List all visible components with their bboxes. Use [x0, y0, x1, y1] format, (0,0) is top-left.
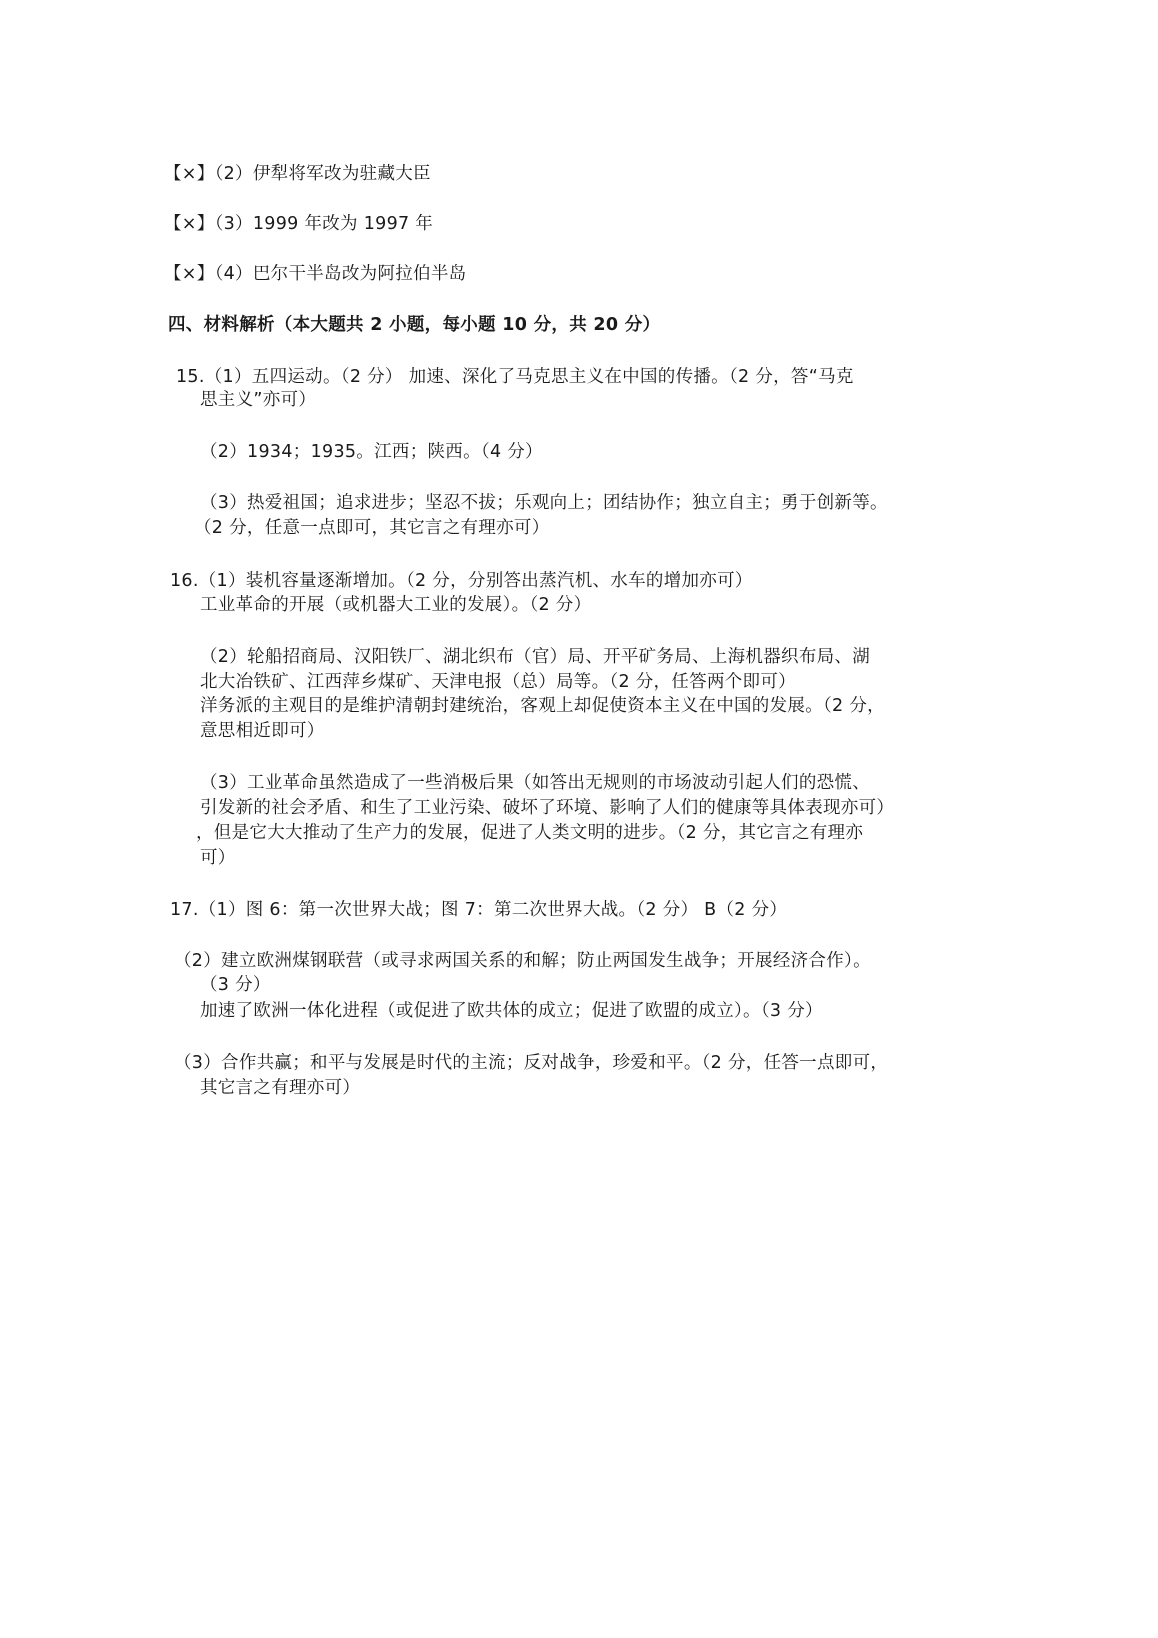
q16-line: 意思相近即可） — [200, 721, 325, 741]
q16-line: ，但是它大大推动了生产力的发展，促进了人类文明的进步。（2 分，其它言之有理亦 — [196, 823, 864, 843]
q17-line: （3）合作共赢；和平与发展是时代的主流；反对战争，珍爱和平。（2 分，任答一点即可， — [174, 1053, 889, 1073]
q15-line: 思主义”亦可） — [200, 390, 317, 410]
q16-line: （3）工业革命虽然造成了一些消极后果（如答出无规则的市场波动引起人们的恐慌、 — [200, 773, 871, 793]
q15-line: （2）1934；1935。江西；陕西。（4 分） — [200, 442, 543, 462]
q16-line: 可） — [200, 848, 236, 868]
q15-line: （3）热爱祖国；追求进步；坚忍不拔；乐观向上；团结协作；独立自主；勇于创新等。 — [200, 493, 888, 513]
q17-line: （2）建立欧洲煤钢联营（或寻求两国关系的和解；防止两国发生战争；开展经济合作）。 — [174, 951, 871, 971]
q16-line: 洋务派的主观目的是维护清朝封建统治，客观上却促使资本主义在中国的发展。（2 分， — [200, 696, 885, 716]
q16-line: 16.（1）装机容量逐渐增加。（2 分，分别答出蒸汽机、水车的增加亦可） — [170, 571, 753, 591]
correction-item: 【×】（4）巴尔干半岛改为阿拉伯半岛 — [164, 264, 467, 284]
q17-line: 17.（1）图 6：第一次世界大战；图 7：第二次世界大战。（2 分） B（2 分） — [170, 900, 788, 920]
q15-line: 15.（1）五四运动。（2 分） 加速、深化了马克思主义在中国的传播。（2 分，答“马克 — [176, 367, 854, 387]
section-title: 四、材料解析（本大题共 2 小题，每小题 10 分，共 20 分） — [168, 315, 661, 335]
q16-line: 引发新的社会矛盾、和生了工业污染、破坏了环境、影响了人们的健康等具体表现亦可） — [200, 798, 895, 818]
q16-line: 工业革命的开展（或机器大工业的发展）。（2 分） — [200, 595, 592, 615]
correction-item: 【×】（2）伊犁将军改为驻藏大臣 — [164, 164, 431, 184]
q17-line: 其它言之有理亦可） — [200, 1078, 361, 1098]
q15-line: （2 分，任意一点即可，其它言之有理亦可） — [194, 518, 550, 538]
q17-line: （3 分） — [200, 975, 271, 995]
correction-item: 【×】（3）1999 年改为 1997 年 — [164, 214, 434, 234]
q17-line: 加速了欧洲一体化进程（或促进了欧共体的成立；促进了欧盟的成立）。（3 分） — [200, 1001, 823, 1021]
q16-line: （2）轮船招商局、汉阳铁厂、湖北织布（官）局、开平矿务局、上海机器织布局、湖 — [200, 647, 871, 667]
q16-line: 北大冶铁矿、江西萍乡煤矿、天津电报（总）局等。（2 分，任答两个即可） — [200, 672, 796, 692]
